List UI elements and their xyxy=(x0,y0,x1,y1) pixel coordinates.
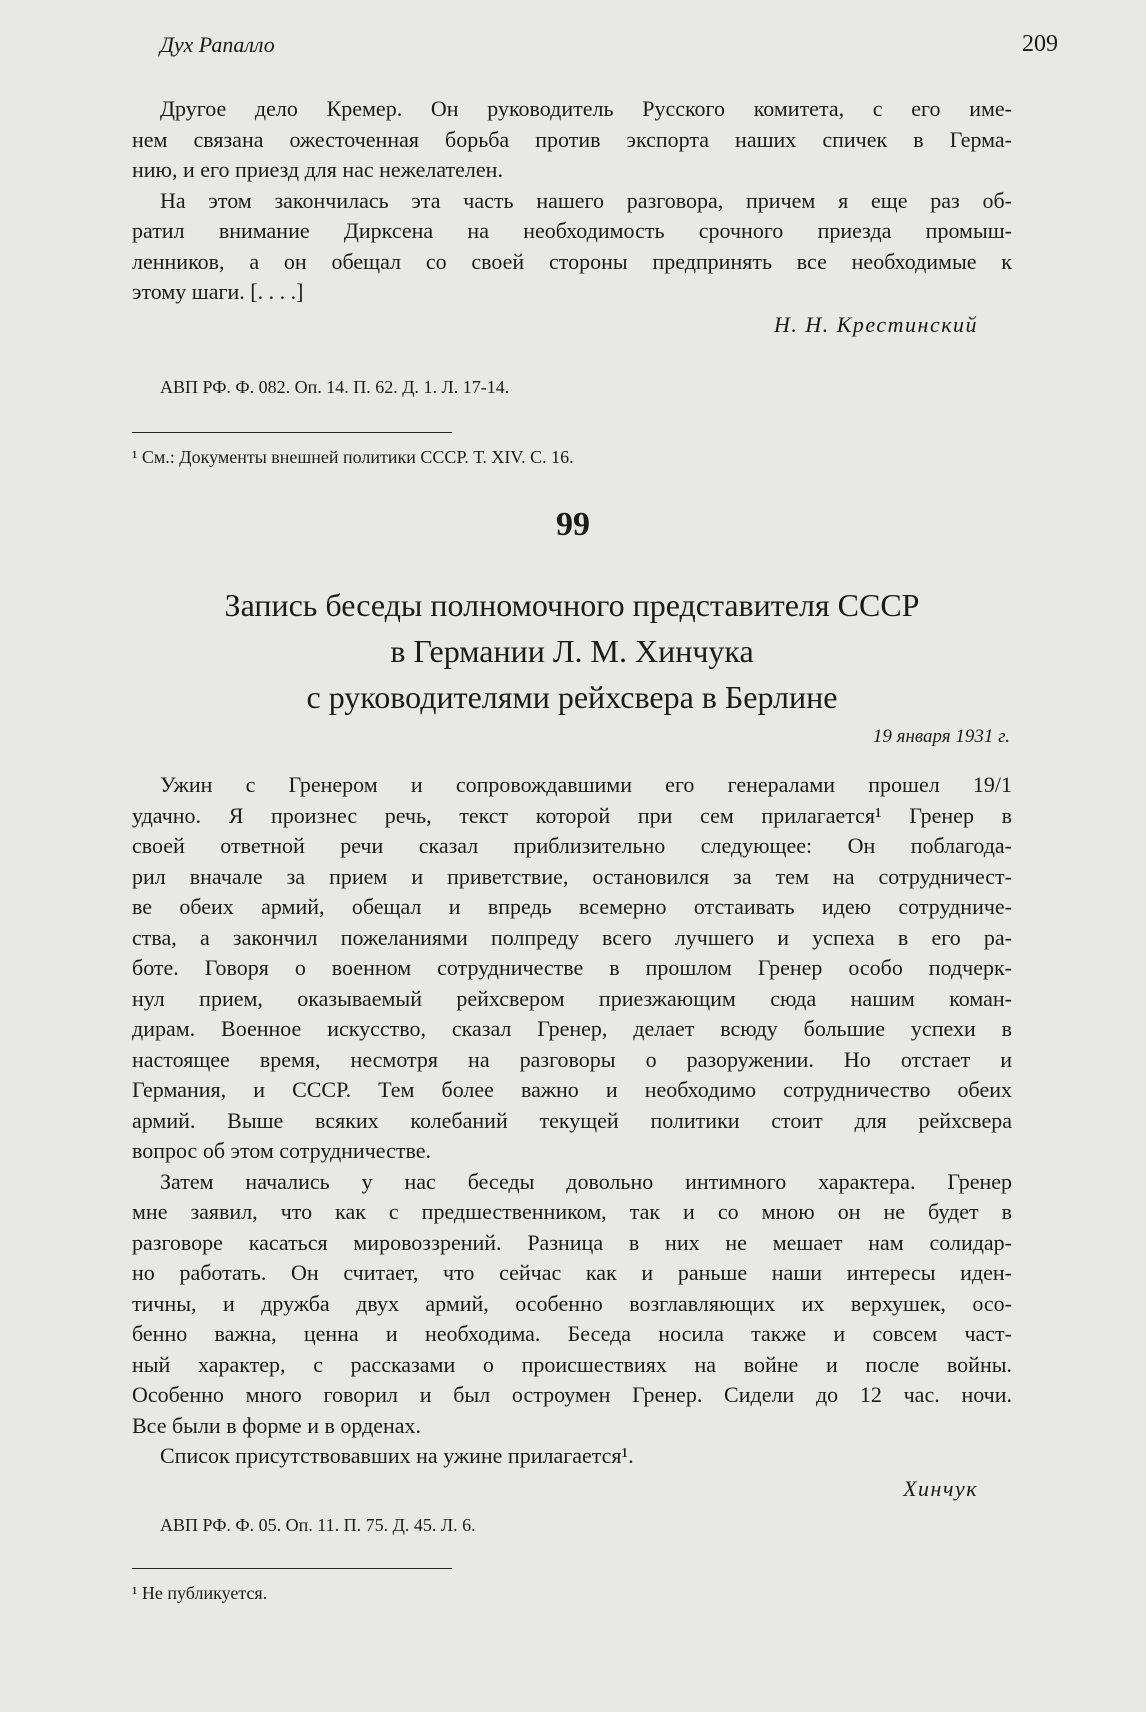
text-line: Другое дело Кремер. Он руководитель Русского комитета, с его име- xyxy=(160,96,1012,121)
text-line: ства, а закончил пожеланиями полпреду всего лучшего и успеха в его ра- xyxy=(132,924,1012,950)
text-line: Ужин с Гренером и сопровождавшими его генералами прошел 19/1 xyxy=(160,772,1012,797)
text-line: боте. Говоря о военном сотрудничестве в прошлом Гренер особо подчерк- xyxy=(132,955,1012,980)
document-signature: Хинчук xyxy=(903,1476,978,1501)
text-line: На этом закончилась эта часть нашего разговора, причем я еще раз об- xyxy=(160,187,1012,213)
footnote-divider xyxy=(132,1568,452,1569)
text-line: Список присутствовавших на ужине прилагается¹. xyxy=(160,1443,634,1468)
text-line: нем связана ожесточенная борьба против экспорта наших спичек в Герма- xyxy=(132,126,1012,152)
prev-doc-archive-reference: АВП РФ. Ф. 082. Оп. 14. П. 62. Д. 1. Л. 17-14. xyxy=(160,377,510,397)
text-line: Особенно много говорил и был остроумен Гренер. Сидели до 12 час. ночи. xyxy=(132,1382,1012,1407)
text-line: вопрос об этом сотрудничестве. xyxy=(132,1138,431,1163)
text-line: нул прием, оказываемый рейхсвером приезжающим сюда нашим коман- xyxy=(132,985,1012,1011)
title-line: Запись беседы полномочного представителя СССР xyxy=(224,587,920,623)
text-line: ве обеих армий, обещал и впредь всемерно отстаивать идею сотрудниче- xyxy=(132,894,1012,919)
document-body xyxy=(132,770,1012,1472)
prev-doc-signature: Н. Н. Крестинский xyxy=(774,312,978,337)
text-line: бенно важна, ценна и необходима. Беседа носила также и совсем част- xyxy=(132,1321,1012,1346)
text-line: Затем начались у нас беседы довольно интимного характера. Гренер xyxy=(160,1168,1012,1194)
title-line: с руководителями рейхсвера в Берлине xyxy=(306,679,838,715)
text-line: нию, и его приезд для нас нежелателен. xyxy=(132,157,503,182)
page-number: 209 xyxy=(1022,31,1058,57)
document-title xyxy=(132,582,1012,720)
text-line: тичны, и дружба двух армий, особенно возглавляющих их верхушек, осо- xyxy=(132,1290,1012,1316)
text-line: разговоре касаться мировоззрений. Разница в них не мешает нам солидар- xyxy=(132,1229,1012,1255)
running-title: Дух Рапалло xyxy=(160,32,275,57)
document-archive-reference: АВП РФ. Ф. 05. Оп. 11. П. 75. Д. 45. Л. 6. xyxy=(160,1515,476,1535)
text-line: ный характер, с рассказами о происшествиях на войне и после войны. xyxy=(132,1351,1012,1377)
document-number: 99 xyxy=(556,506,590,543)
document-footnote: ¹ Не публикуется. xyxy=(132,1583,268,1603)
prev-doc-body xyxy=(132,94,1012,308)
text-line: Все были в форме и в орденах. xyxy=(132,1412,422,1438)
text-line: своей ответной речи сказал приблизительно следующее: Он поблагода- xyxy=(132,833,1012,858)
text-line: этому шаги. [. . . .] xyxy=(132,279,304,304)
text-line: ленников, а он обещал со своей стороны предпринять все необходимые к xyxy=(132,248,1012,274)
text-line: настоящее время, несмотря на разговоры о разоружении. Но отстает и xyxy=(132,1046,1012,1072)
document-date: 19 января 1931 г. xyxy=(872,726,1010,747)
text-line: ратил внимание Дирксена на необходимость срочного приезда промыш- xyxy=(132,218,1012,243)
text-line: мне заявил, что как с предшественником, так и со мною он не будет в xyxy=(132,1199,1012,1224)
prev-doc-footnote: ¹ См.: Документы внешней политики СССР. Т. XIV. С. 16. xyxy=(132,447,574,467)
footnote-divider xyxy=(132,432,452,433)
text-line: армий. Выше всяких колебаний текущей политики стоит для рейхсвера xyxy=(132,1107,1012,1133)
title-line: в Германии Л. М. Хинчука xyxy=(390,633,754,669)
text-line: но работать. Он считает, что сейчас как и раньше наши интересы иден- xyxy=(132,1260,1012,1285)
text-line: удачно. Я произнес речь, текст которой при сем прилагается¹ Гренер в xyxy=(132,802,1012,828)
text-line: рил вначале за прием и приветствие, остановился за тем на сотрудничест- xyxy=(132,863,1012,889)
text-line: дирам. Военное искусство, сказал Гренер, делает всюду большие успехи в xyxy=(132,1016,1012,1041)
text-line: Германия, и СССР. Тем более важно и необходимо сотрудничество обеих xyxy=(132,1077,1012,1102)
